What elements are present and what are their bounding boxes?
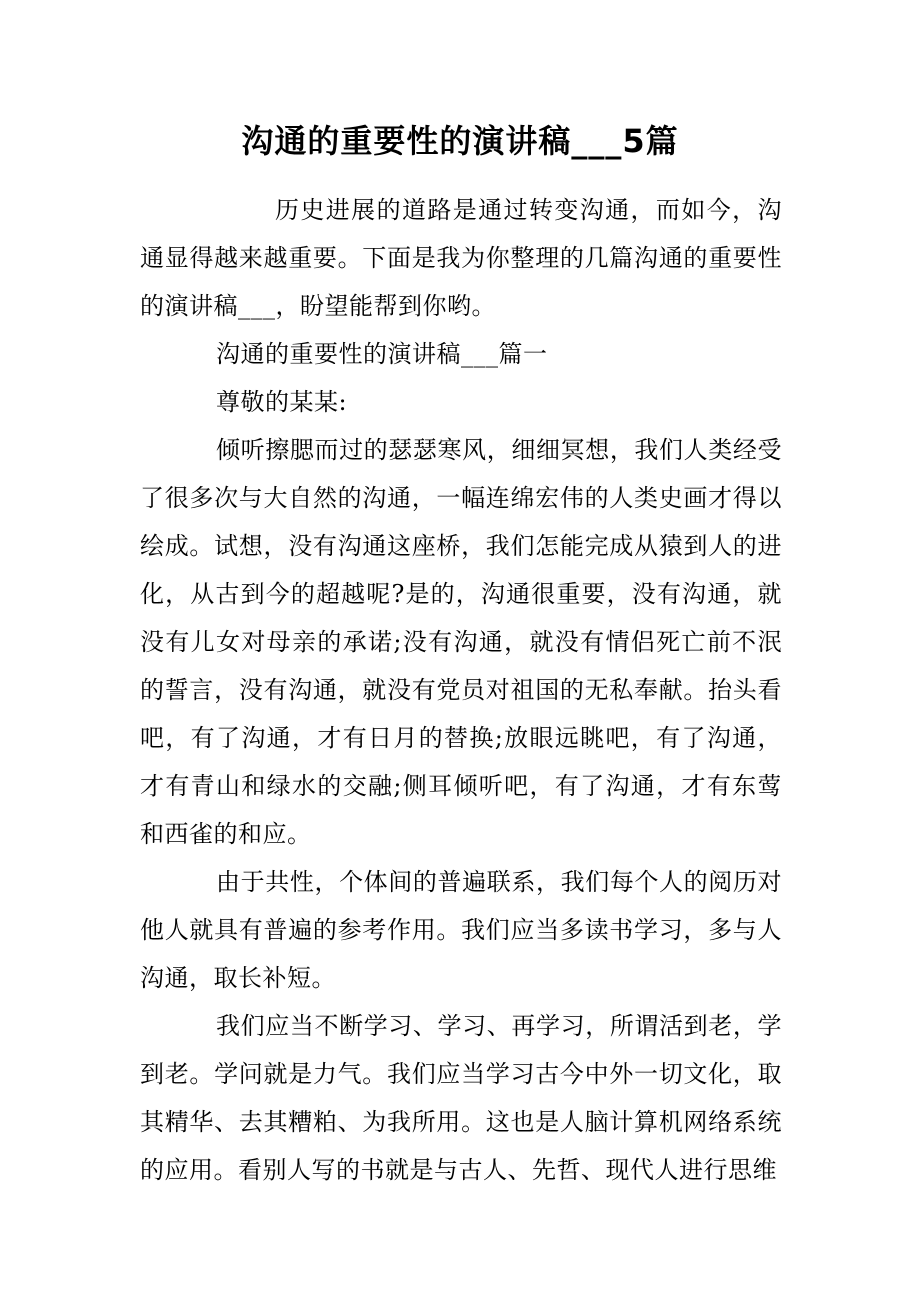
body-paragraph: 倾听擦腮而过的瑟瑟寒风，细细冥想，我们人类经受了很多次与大自然的沟通，一幅连绵宏伟的人类史画才得以绘成。试想，没有沟通这座桥，我们怎能完成从猿到人的进化，从古到今的超越呢?是的，沟通很重要，没有沟通，就没有儿女对母亲的承诺;没有沟通，就没有情侣死亡前不泯的誓言，没有沟通，就没有党员对祖国的无私奉献。抬头看吧，有了沟通，才有日月的替换;放眼远眺吧，有了沟通，才有青山和绿水的交融;侧耳倾听吧，有了沟通，才有东莺和西雀的和应。 bbox=[140, 436, 782, 848]
salutation: 尊敬的某某: bbox=[216, 388, 348, 416]
body-paragraph: 由于共性，个体间的普遍联系，我们每个人的阅历对他人就具有普遍的参考作用。我们应当多读书学习，多与人沟通，取长补短。 bbox=[140, 868, 782, 992]
document-title: 沟通的重要性的演讲稿___5篇 bbox=[241, 122, 679, 160]
document-body bbox=[140, 186, 782, 1194]
section-heading: 沟通的重要性的演讲稿___篇一 bbox=[216, 340, 548, 368]
intro-paragraph: 历史进展的道路是通过转变沟通，而如今，沟通显得越来越重要。下面是我为你整理的几篇沟通的重要性的演讲稿___，盼望能帮到你哟。 bbox=[140, 196, 782, 320]
body-paragraph: 我们应当不断学习、学习、再学习，所谓活到老，学到老。学问就是力气。我们应当学习古今中外一切文化，取其精华、去其糟粕、为我所用。这也是人脑计算机网络系统的应用。看别人写的书就是与古人、先哲、现代人进行思维 bbox=[140, 1012, 782, 1184]
